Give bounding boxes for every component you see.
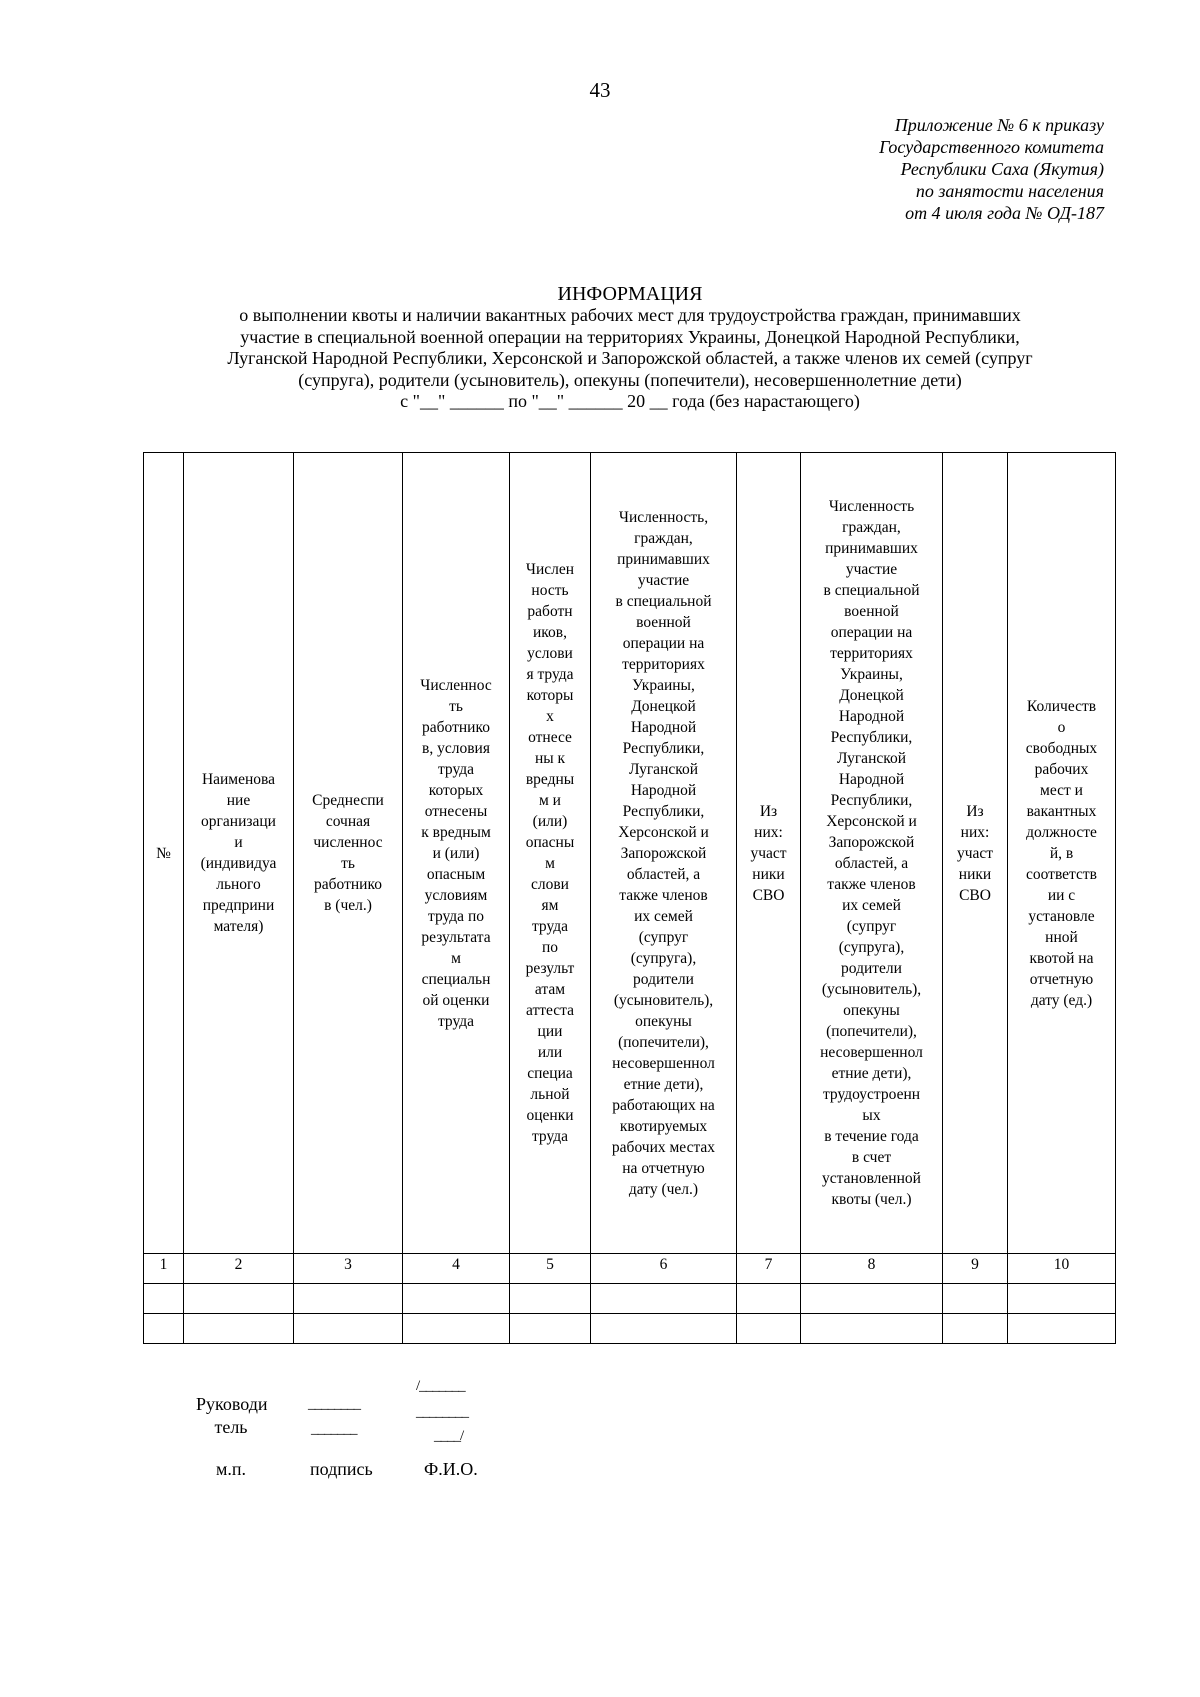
table-cell [144, 1284, 184, 1314]
header-cell-hired-during-year: Численность граждан, принимавших участие в специальной военной операции на территориях Украины, Донецкой Народной Республики, Луганской Народной Республики, Херсонской и Запорожской областей, а также членов их семей (супруг (супруга), родители (усыновитель), опекуны (попечители), несовершеннол етние дети), трудоустроенн ых в течение года в счет установленной квоты (чел.) [801, 453, 943, 1254]
column-number: 2 [184, 1254, 294, 1284]
title-period-line: с "__" ______ по "__" ______ 20 __ года (без нарастающего) [400, 391, 860, 411]
report-table-wrapper [143, 452, 1116, 1344]
table-cell [1008, 1284, 1116, 1314]
signature-role-label: Руководи тель [196, 1394, 268, 1437]
table-row-empty [144, 1284, 1116, 1314]
column-numbers-row [144, 1254, 1116, 1284]
column-number: 9 [943, 1254, 1008, 1284]
table-header-row [144, 453, 1116, 1254]
table-cell [510, 1314, 591, 1344]
report-table [143, 452, 1116, 1344]
fio-blank: ________ [416, 1404, 468, 1420]
header-cell-svo-participants-2: Из них: участ ники СВО [943, 453, 1008, 1254]
header-cell-hazardous-workers: Численнос ть работнико в, условия труда которых отнесены к вредным и (или) опасным условиям труда по результата м специальн ой оценки труда [403, 453, 510, 1254]
table-cell [801, 1284, 943, 1314]
fio-blank: /_______ [416, 1378, 465, 1394]
header-cell-avg-headcount: Среднеспи сочная численнос ть работнико в (чел.) [294, 453, 403, 1254]
header-cell-hazardous-attestation: Числен ность работн иков, услови я труда которы х отнесе ны к вредны м и (или) опасны м слови ям труда по результ атам аттеста ции или специа льной оценки труда [510, 453, 591, 1254]
header-cell-svo-participants: Из них: участ ники СВО [737, 453, 801, 1254]
appendix-line: Государственного комитета [879, 137, 1104, 157]
column-number: 5 [510, 1254, 591, 1284]
table-cell [184, 1314, 294, 1344]
table-cell [184, 1284, 294, 1314]
appendix-line: от 4 июля года № ОД-187 [905, 203, 1104, 223]
table-cell [294, 1314, 403, 1344]
column-number: 4 [403, 1254, 510, 1284]
column-number: 6 [591, 1254, 737, 1284]
appendix-line: по занятости населения [915, 181, 1104, 201]
table-cell [943, 1284, 1008, 1314]
title-line: Луганской Народной Республики, Херсонской и Запорожской областей, а также членов их семей (супруг [227, 348, 1033, 368]
column-number: 7 [737, 1254, 801, 1284]
caption-full-name: Ф.И.О. [424, 1459, 478, 1479]
table-cell [943, 1314, 1008, 1344]
table-cell [737, 1284, 801, 1314]
table-cell [403, 1284, 510, 1314]
title-heading: ИНФОРМАЦИЯ [557, 283, 703, 305]
header-cell-number: № [144, 453, 184, 1254]
table-cell [591, 1284, 737, 1314]
appendix-note [744, 114, 1104, 224]
table-cell [591, 1314, 737, 1344]
column-number: 3 [294, 1254, 403, 1284]
title-line: участие в специальной военной операции на территориях Украины, Донецкой Народной Республики, [240, 326, 1020, 347]
signature-blank: ________ [308, 1396, 360, 1412]
header-cell-vacancies: Количеств о свободных рабочих мест и вакантных должносте й, в соответств ии с установле нной квотой на отчетную дату (ед.) [1008, 453, 1116, 1254]
document-title [150, 283, 1110, 413]
table-cell [294, 1284, 403, 1314]
appendix-line: Приложение № 6 к приказу [894, 115, 1104, 135]
header-cell-quota-employed: Численность, граждан, принимавших участие в специальной военной операции на территориях Украины, Донецкой Народной Республики, Луганской Народной Республики, Херсонской и Запорожской областей, а также членов их семей (супруг (супруга), родители (усыновитель), опекуны (попечители), несовершеннол етние дети), работающих на квотируемых рабочих местах на отчетную дату (чел.) [591, 453, 737, 1254]
caption-signature: подпись [310, 1459, 373, 1479]
table-cell [144, 1314, 184, 1344]
column-number: 1 [144, 1254, 184, 1284]
column-number: 8 [801, 1254, 943, 1284]
table-cell [403, 1314, 510, 1344]
table-cell [510, 1284, 591, 1314]
table-cell [801, 1314, 943, 1344]
caption-stamp: м.п. [216, 1459, 247, 1479]
table-cell [1008, 1314, 1116, 1344]
appendix-line: Республики Саха (Якутия) [900, 159, 1104, 179]
signature-blank: _______ [311, 1421, 357, 1437]
table-cell [737, 1314, 801, 1344]
header-cell-organization: Наименова ние организаци и (индивидуа льного предприни мателя) [184, 453, 294, 1254]
page-number: 43 [589, 78, 611, 102]
column-number: 10 [1008, 1254, 1116, 1284]
title-line: о выполнении квоты и наличии вакантных рабочих мест для трудоустройства граждан, принимавших [239, 305, 1021, 325]
table-row-empty [144, 1314, 1116, 1344]
fio-blank: ____/ [434, 1428, 464, 1444]
title-line: (супруга), родители (усыновитель), опекуны (попечители), несовершеннолетние дети) [298, 369, 962, 390]
